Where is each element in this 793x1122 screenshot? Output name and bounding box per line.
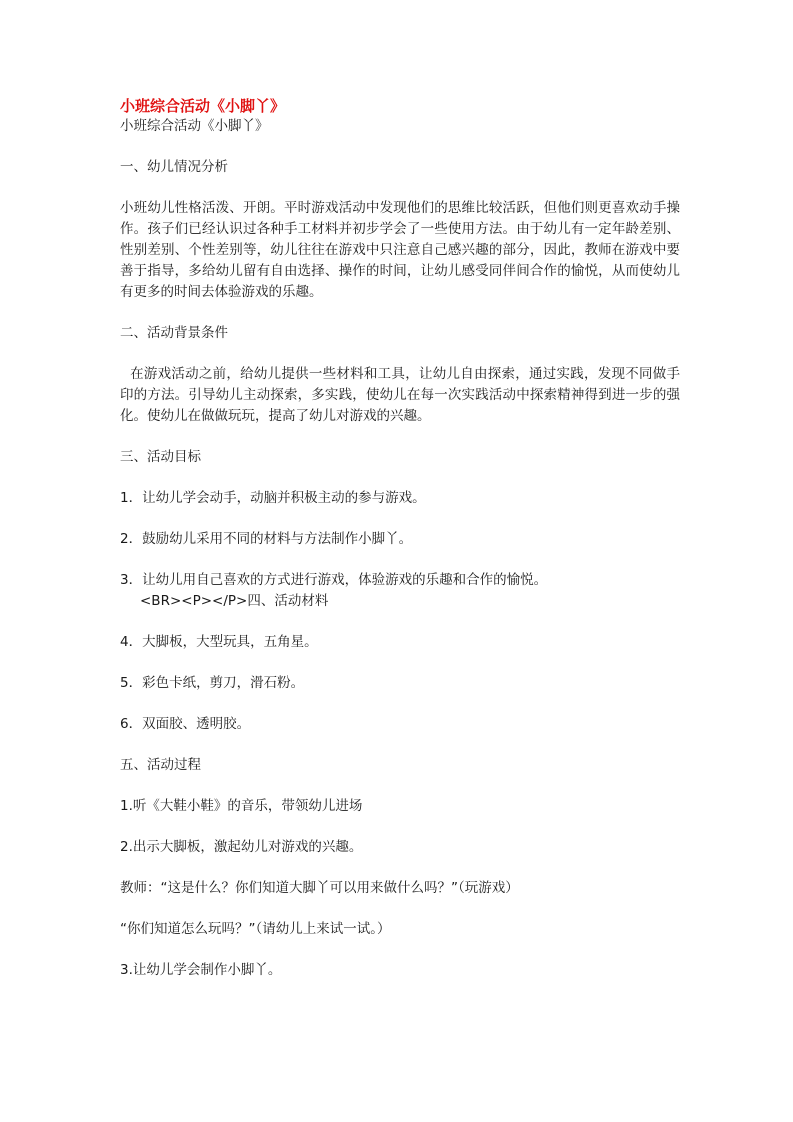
teacher-question-2: “你们知道怎么玩吗？”（请幼儿上来试一试。） <box>120 921 391 937</box>
material-item-5: 5．彩色卡纸，剪刀，滑石粉。 <box>120 675 305 691</box>
document-subtitle: 小班综合活动《小脚丫》 <box>120 118 269 134</box>
document-body <box>120 96 680 1001</box>
section-heading-5: 五、活动过程 <box>120 757 201 773</box>
section-heading-2: 二、活动背景条件 <box>120 325 228 341</box>
document-title: 小班综合活动《小脚丫》 <box>120 97 286 115</box>
paragraph-analysis: 小班幼儿性格活泼、开朗。平时游戏活动中发现他们的思维比较活跃，但他们则更喜欢动手操作。孩子们已经认识过各种手工材料并初步学会了一些使用方法。由于幼儿有一定年龄差别、性别差别、个性差别等，幼儿往往在游戏中只注意自己感兴趣的部分，因此，教师在游戏中要善于指导，多给幼儿留有自由选择、操作的时间，让幼儿感受同伴间合作的愉悦，从而使幼儿有更多的时间去体验游戏的乐趣。 <box>120 200 680 300</box>
section-heading-4: <BR><P></P>四、活动材料 <box>140 593 329 609</box>
paragraph-background: 在游戏活动之前，给幼儿提供一些材料和工具，让幼儿自由探索，通过实践，发现不同做手印的方法。引导幼儿主动探索，多实践，使幼儿在每一次实践活动中探索精神得到进一步的强化。使幼儿在做做玩玩，提高了幼儿对游戏的兴趣。 <box>120 366 680 424</box>
section-heading-3: 三、活动目标 <box>120 449 201 465</box>
process-step-2: 2.出示大脚板，激起幼儿对游戏的兴趣。 <box>120 839 363 855</box>
goal-item-3-block <box>120 570 680 612</box>
teacher-question-1: 教师：“这是什么？你们知道大脚丫可以用来做什么吗？”（玩游戏） <box>120 880 519 896</box>
goal-item-2: 2．鼓励幼儿采用不同的材料与方法制作小脚丫。 <box>120 531 413 547</box>
goal-item-1: 1．让幼儿学会动手，动脑并积极主动的参与游戏。 <box>120 490 426 506</box>
goal-item-3: 3．让幼儿用自己喜欢的方式进行游戏，体验游戏的乐趣和合作的愉悦。 <box>120 572 548 588</box>
process-step-1: 1.听《大鞋小鞋》的音乐，带领幼儿进场 <box>120 798 363 814</box>
section-heading-1: 一、幼儿情况分析 <box>120 159 228 175</box>
material-item-6: 6．双面胶、透明胶。 <box>120 716 251 732</box>
material-item-4: 4．大脚板，大型玩具，五角星。 <box>120 634 318 650</box>
process-step-3: 3.让幼儿学会制作小脚丫。 <box>120 962 282 978</box>
